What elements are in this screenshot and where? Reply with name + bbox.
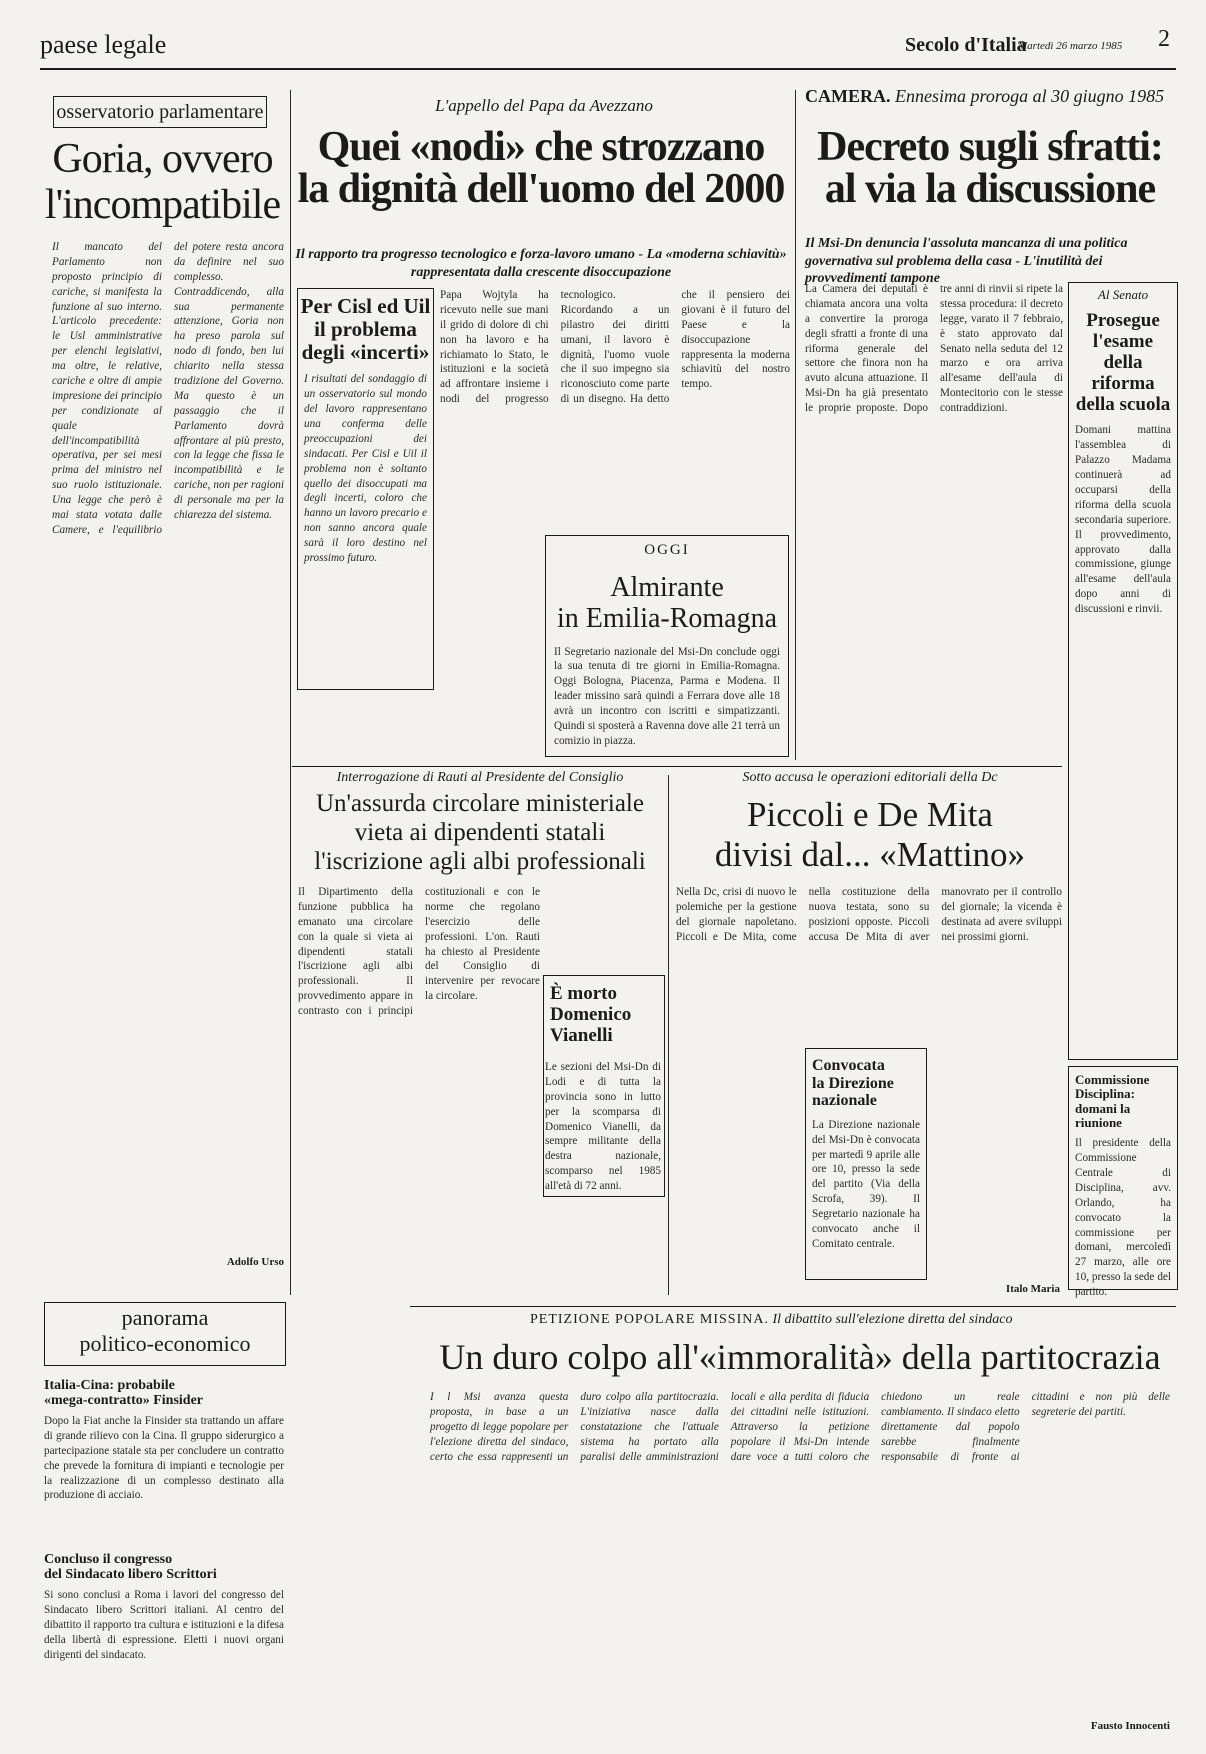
osservatorio-signature: Adolfo Urso [226, 1256, 284, 1268]
mattino-kicker: Sotto accusa le operazioni editoriali della Dc [742, 770, 998, 785]
papa-sidebar-body: I risultati del sondaggio di un osservatorio sul mondo del lavoro rappresentano una conferma delle preoccupazioni dei sindacati. Per Cisl e Uil il problema non è soltanto quello dei disoccupati ma degli incerti, coloro che hanno un lavoro precario e non sanno ancora quale sarà il loro destino nel prossimo futuro. [304, 373, 427, 564]
papa-headline: Quei «nodi» che strozzano la dignità dell'uomo del 2000 [297, 124, 785, 212]
column-rule [795, 90, 796, 760]
oggi-body: Il Segretario nazionale del Msi-Dn conclude oggi la sua tenuta di tre giorni in Emilia-Romagna. Oggi Bologna, Piacenza, Parma e Modena. Il leader missino sarà quindi a Ferrara dove alle 18 avrà un incontro con iscritti e simpatizzanti. Quindi si sposterà a Ravenna dove alle 21 terrà un comizio in piazza. [554, 645, 780, 747]
papa-deck: Il rapporto tra progresso tecnologico e forza-lavoro umano - La «moderna schiavitù» rappresentata dalla crescente disoccupazione [295, 247, 787, 280]
section-rule [292, 766, 1062, 767]
page-number: 2 [1158, 26, 1170, 52]
mattino-body: Nella Dc, crisi di nuovo le polemiche per la gestione del giornale napoletano. Piccoli e De Mita, come nella costituzione della nuova testata, sono su posizioni opposte. Piccoli accusa De Mita di aver manovrato per il controllo del giornale; la vicenda è destinata ad avere sviluppi nei prossimi giorni. [676, 886, 1062, 943]
sfratti-body: La Camera dei deputati è chiamata ancora una volta a convertire la proroga degli sfratti a fronte di una riforma generale del settore che finora non ha avuto alcuna attuazione. Il Msi-Dn ha già presentato le proprie proposte. Dopo tre anni di rinvii si ripete la stessa procedura: il decreto legge, varato il 7 febbraio, è stato approvato dal Senato nella seduta del 12 marzo e ora arriva all'esame dell'aula di Montecitorio con le stesse contraddizioni. [805, 283, 1063, 415]
vianelli-headline: È morto Domenico Vianelli [550, 983, 632, 1046]
oggi-label: OGGI [644, 542, 690, 558]
partitocrazia-body: I l Msi avanza questa proposta, in base a un progetto di legge popolare per l'elezione diretta del sindaco, certo che essa rappresenti un duro colpo alla partitocrazia. L'iniziativa nasce dalla constatazione che l'attuale sistema ha portato alla paralisi delle amministrazioni locali e alla perdita di fiducia dei cittadini nelle istituzioni. Attraverso la petizione popolare il Msi-Dn intende dare voce a tutti coloro che chiedono un reale cambiamento. Il sindaco eletto direttamente dal popolo sarebbe finalmente responsabile di fronte ai cittadini e non più delle segreterie dei partiti. [430, 1391, 1170, 1463]
disciplina-box [1068, 1066, 1178, 1299]
mattino-headline: Piccoli e De Mita divisi dal... «Mattino» [714, 795, 1026, 875]
osservatorio-headline: Goria, ovvero l'incompatibile [44, 136, 281, 229]
panorama-label: panorama [121, 1305, 209, 1330]
circolare-kicker: Interrogazione di Rauti al Presidente del Consiglio [336, 770, 624, 785]
partitocrazia-rule [410, 1306, 1176, 1307]
column-rule [668, 775, 669, 1295]
panorama-sublabel: politico-economico [79, 1331, 251, 1356]
panorama-item2-body: Si sono conclusi a Roma i lavori del congresso del Sindacato libero Scrittori italiani. Al centro del dibattito il rapporto tra cultura e istituzioni e la difesa della libertà di espressione. Eletti i nuovi organi dirigenti del sindacato. [44, 1589, 284, 1661]
column-label: osservatorio parlamentare [56, 101, 264, 123]
sfratti-kicker: CAMERA. Ennesima proroga al 30 giugno 1985 [805, 86, 1165, 106]
panorama-item1-body: Dopo la Fiat anche la Finsider sta trattando un affare di grande rilievo con la Cina. Il gruppo siderurgico a partecipazione statale sta per concludere un contratto che prevede la fornitura di impianti e tecnologie per la realizzazione di un complesso destinato alla produzione di acciaio. [44, 1415, 284, 1502]
mattino-signature: Italo Maria [1005, 1283, 1060, 1295]
sfratti-deck: Il Msi-Dn denuncia l'assoluta mancanza di una politica governativa sul problema della casa - L'inutilità dei provvedimenti tampone [805, 236, 1128, 286]
circolare-headline: Un'assurda circolare ministeriale vieta ai dipendenti statali l'iscrizione agli albi professionali [314, 790, 646, 875]
papa-kicker: L'appello del Papa da Avezzano [435, 96, 653, 115]
masthead-rule [40, 68, 1176, 70]
panorama-item2-title: Concluso il congresso del Sindacato libero Scrittori [44, 1552, 217, 1583]
papa-body: Papa Wojtyla ha ricevuto nelle sue mani il grido di dolore di chi non ha lavoro e ha richiamato lo Stato, le istituzioni e la società ad affrontare insieme i nodi del progresso tecnologico. Ricordando a un pilastro dei diritti umani, il lavoro è dignità, l'uomo vuole che il suo impegno sia riconosciuto come parte di un disegno. Ha detto che il pensiero dei giovani è il futuro del Paese e la disoccupazione rappresenta la moderna schiavitù del nostro tempo. [440, 289, 790, 406]
sfratti-headline: Decreto sugli sfratti: al via la discussione [817, 124, 1163, 212]
scuola-body: Domani mattina l'assemblea di Palazzo Madama continuerà ad occuparsi della riforma della scuola secondaria superiore. Il provvedimento, approvato dalla commissione, giunge all'esame dell'aula dopo anni di discussioni e rinvii. [1075, 424, 1171, 616]
section-label: paese legale [40, 30, 167, 59]
circolare-body: Il Dipartimento della funzione pubblica ha emanato una circolare con la quale si vieta ai dipendenti statali l'iscrizione agli albi professionali. Il provvedimento appare in contrasto con i principi costituzionali e con le norme che regolano l'esercizio delle professioni. L'on. Rauti ha chiesto al Presidente del Consiglio di intervenire per revocare la circolare. [298, 886, 540, 1018]
disciplina-headline: Commissione Disciplina: domani la riunione [1075, 1072, 1150, 1130]
papa-sidebar-box [297, 288, 434, 690]
panorama-label-box [44, 1302, 286, 1366]
direzione-box [805, 1048, 927, 1280]
newspaper-name: Secolo d'Italia [905, 34, 1027, 56]
partitocrazia-headline: Un duro colpo all'«immoralità» della partitocrazia [439, 1337, 1161, 1377]
direzione-headline: Convocata la Direzione nazionale [812, 1057, 894, 1110]
scuola-box [1068, 282, 1178, 1060]
partitocrazia-kicker: PETIZIONE POPOLARE MISSINA. Il dibattito sull'elezione diretta del sindaco [530, 1312, 1013, 1327]
scuola-headline: Prosegue l'esame della riforma della scuola [1075, 310, 1171, 415]
column-label-box [53, 96, 267, 128]
direzione-body: La Direzione nazionale del Msi-Dn è convocata per martedì 9 aprile alle ore 10, presso la sede del partito (Via della Scrofa, 39). Il Segretario nazionale ha convocato anche il Comitato centrale. [812, 1118, 920, 1250]
disciplina-body: Il presidente della Commissione Centrale di Disciplina, avv. Orlando, ha convocato la commissione per domani, mercoledì 27 marzo, alle ore 10, presso la sede del partito. [1075, 1137, 1171, 1299]
column-rule [290, 90, 291, 1295]
oggi-headline: Almirante in Emilia-Romagna [556, 572, 778, 634]
partitocrazia-signature: Fausto Innocenti [1090, 1720, 1170, 1732]
osservatorio-body: Il mancato del Parlamento non proposto principio di cariche, si manifesta la funzione al suo interno. L'articolo precedente: le Usl amministrative per elenchi legislativi, ma oltre, le relative, cariche e oltre di ampie impresione dei principio per condizionate al quale dell'incompatibilità operativa, per sei mesi prima del ministro nel suo ruolo istituzionale. Una legge che però è mai stata votata dalle Camere, e l'equilibrio del potere resta ancora da definire nel suo complesso. Contraddicendo, alla sua permanente attenzione, Goria non ha preso parola sul nodo di fondo, ben lui chiarito nella stessa tradizione del Governo. Ma questo è un passaggio che il Parlamento dovrà affrontare al più presto, con la legge che fissa le incompatibilità e le cariche, non per ragioni di personale ma per la chiarezza del sistema. [52, 241, 284, 536]
oggi-box [545, 535, 789, 757]
scuola-label: Al Senato [1097, 287, 1149, 302]
papa-sidebar-headline: Per Cisl ed Uil il problema degli «incerti» [300, 294, 431, 365]
panorama-item1-title: Italia-Cina: probabile «mega-contratto» Finsider [44, 1378, 204, 1409]
vianelli-body: Le sezioni del Msi-Dn di Lodi e di tutta la provincia sono in lutto per la scomparsa di Domenico Vianelli, da sempre militante della destra nazionale, scomparso nel 1985 all'età di 72 anni. [545, 1061, 661, 1193]
issue-date: Martedì 26 marzo 1985 [1018, 40, 1123, 52]
